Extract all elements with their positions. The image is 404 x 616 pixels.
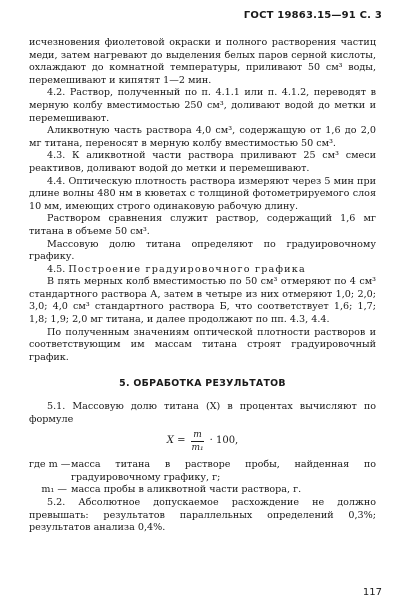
subsection-heading xyxy=(29,264,376,277)
section-title: 5. ОБРАБОТКА РЕЗУЛЬТАТОВ xyxy=(119,378,286,390)
page-number: 117 xyxy=(362,587,382,598)
subsection-title: Построение градуировочного графика xyxy=(68,263,306,275)
paragraph: исчезновения фиолетовой окраски и полного растворения частиц меди, затем нагревают до выделения белых паров серной кислоты, охлаждают до комнатной температуры, приливают 50 см³ воды, перемешивают и кипятят 1—2 мин. xyxy=(29,37,376,86)
formula-denominator: m₁ xyxy=(191,443,204,454)
subsection-number: 4.5. xyxy=(47,263,69,275)
definition-text: масса пробы в аликвотной части раствора, г. xyxy=(71,484,302,496)
paragraph: В пять мерных колб вместимостью по 50 см³ отмеряют по 4 см³ стандартного раствора А, затем в четыре из них отмеряют 1,0; 2,0; 3,0; 4,0 см³ стандартного раствора Б, что соответствует 1,6; 1,7; 1,8; 1,9; 2,0 мг титана, и далее продолжают по пп. 4.3, 4.4. xyxy=(29,276,376,326)
definition-term: m₁ — xyxy=(41,484,67,496)
formula-lhs: X = xyxy=(166,435,186,447)
paragraph: Раствором сравнения служит раствор, содержащий 1,6 мг титана в объеме 50 см³. xyxy=(29,213,376,237)
definition-row xyxy=(29,459,376,484)
formula-fraction xyxy=(189,430,205,453)
paragraph: Аликвотную часть раствора 4,0 см³, содержащую от 1,6 до 2,0 мг титана, переносят в мерную колбу вместимостью 50 см³. xyxy=(29,125,376,149)
paragraph: 5.2. Абсолютное допускаемое расхождение не должно превышать: результатов параллельных определений 0,3%; результатов анализа 0,4%. xyxy=(29,497,376,534)
formula-numerator: m xyxy=(193,430,202,441)
paragraph: По полученным значениям оптической плотности растворов и соответствующим им массам титана строят градуировочный график. xyxy=(29,326,376,363)
paragraph: 4.3. К аликвотной части раствора приливают 25 см³ смеси реактивов, доливают водой до метки и перемешивают. xyxy=(29,150,376,174)
formula-rhs: · 100, xyxy=(209,435,239,447)
standard-header: ГОСТ 19863.15—91 С. 3 xyxy=(243,10,382,21)
paragraph: Массовую долю титана определяют по градуировочному графику. xyxy=(29,238,376,263)
page-content xyxy=(29,37,376,535)
paragraph: 5.1. Массовую долю титана (X) в процентах вычисляют по формуле xyxy=(29,401,376,425)
definition-row xyxy=(29,484,376,497)
definition-term: где m — xyxy=(29,459,71,471)
definition-text: масса титана в растворе пробы, найденная по градуировочному графику, г; xyxy=(71,459,376,483)
paragraph: 4.2. Раствор, полученный по п. 4.1.1 или п. 4.1.2, переводят в мерную колбу вместимостью 250 см³, доливают водой до метки и перемешивают. xyxy=(29,87,376,124)
formula-expression xyxy=(167,430,238,453)
formula xyxy=(29,430,376,453)
paragraph: 4.4. Оптическую плотность раствора измеряют через 5 мин при длине волны 480 нм в кюветах с толщиной фотометрируемого слоя 10 мм, имеющих строго одинаковую рабочую длину. xyxy=(29,175,376,212)
